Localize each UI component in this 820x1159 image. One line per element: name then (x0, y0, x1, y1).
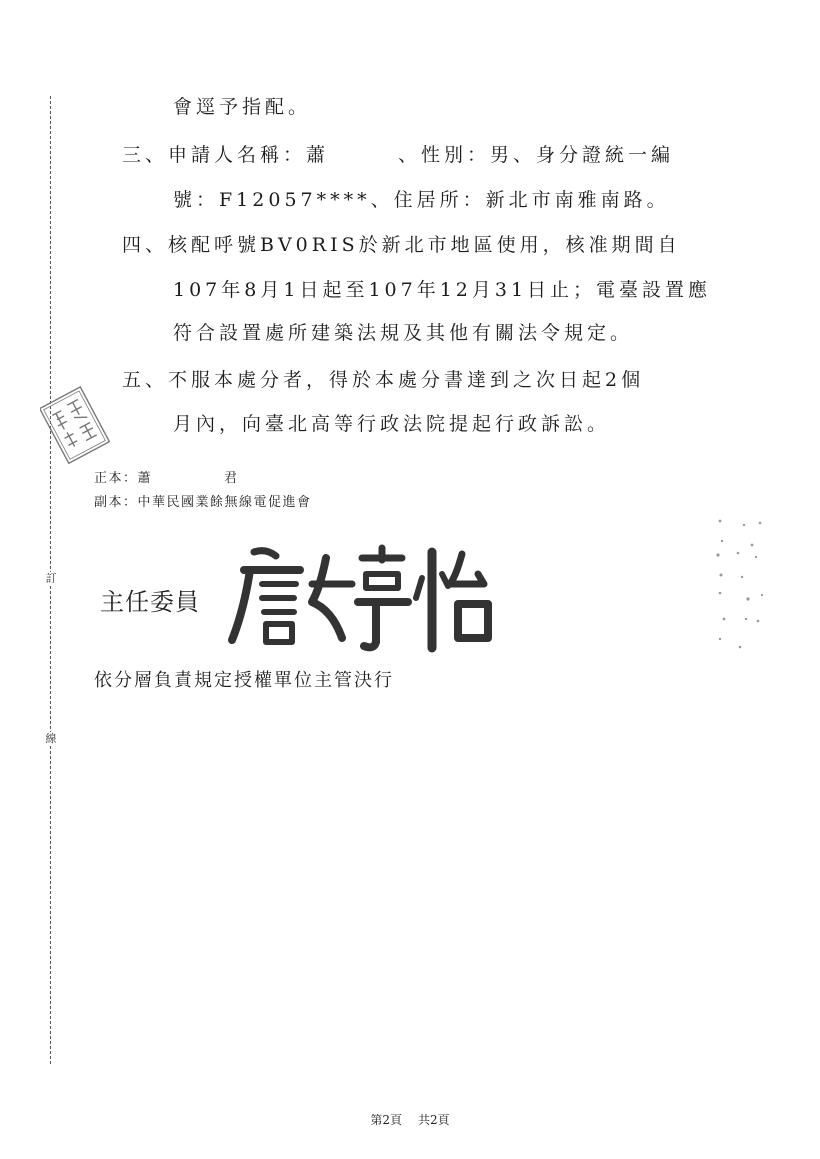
page-number: 第2頁 (370, 1113, 402, 1127)
page-total: 共2頁 (418, 1113, 450, 1127)
delegation-note: 依分層負責規定授權單位主管決行 (94, 670, 394, 691)
item-four-line: 四、核配呼號BV0RIS於新北市地區使用，核准期間自 (122, 234, 681, 256)
scan-noise-icon (712, 515, 772, 665)
duplicate-copy-recipient: 副本：中華民國業餘無線電促進會 (94, 495, 312, 510)
official-seal-icon (40, 386, 110, 466)
handwritten-signature-icon (226, 538, 496, 658)
binding-mark-bottom: 線 (42, 732, 60, 746)
body-line: 會逕予指配。 (173, 96, 312, 118)
item-five-line: 五、不服本處分者，得於本處分書達到之次日起2個 (122, 369, 645, 391)
binding-mark-top: 訂 (42, 572, 60, 586)
original-copy-label: 正本：蕭 (94, 471, 153, 486)
body-line: 月內，向臺北高等行政法院提起行政訴訟。 (173, 413, 611, 435)
body-line: 107年8月1日起至107年12月31日止；電臺設置應 (173, 279, 712, 301)
original-copy-suffix: 君 (224, 471, 239, 486)
body-line: 號：F12057****、住居所：新北市南雅南路。 (173, 189, 670, 211)
original-copy-recipient (94, 467, 239, 486)
item-three-line: 三、申請人名稱：蕭 、性別：男、身分證統一編 (122, 144, 675, 166)
page-footer (0, 1111, 820, 1128)
officer-title: 主任委員 (100, 588, 200, 616)
body-line: 符合設置處所建築法規及其他有關法令規定。 (173, 322, 634, 344)
